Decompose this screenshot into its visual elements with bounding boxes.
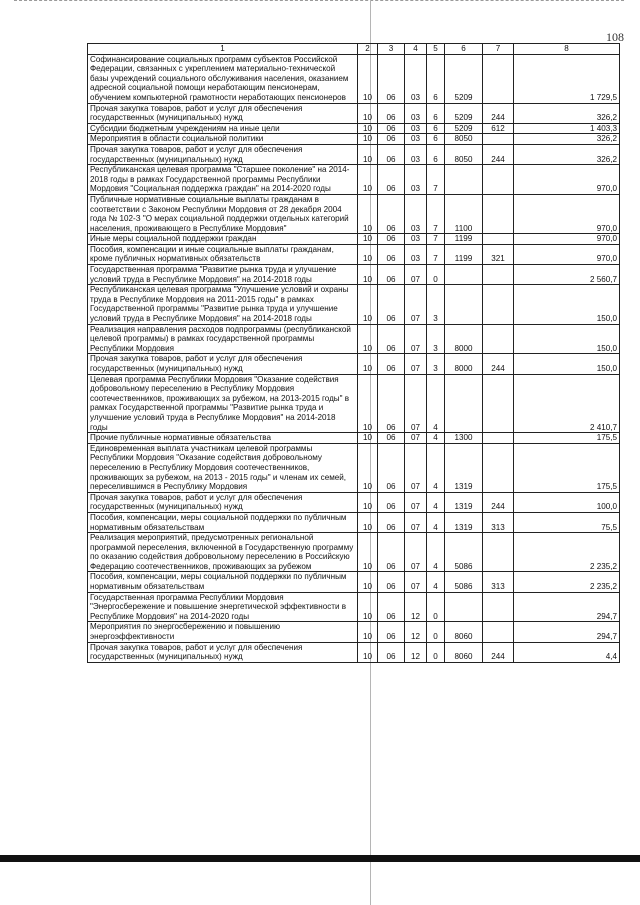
target-article-cell (445, 592, 483, 622)
subprogram-code-cell: 4 (427, 433, 445, 444)
expense-type-cell: 244 (483, 354, 514, 374)
subsection-code-cell: 06 (378, 592, 405, 622)
section-code-cell: 10 (358, 103, 378, 123)
target-article-cell: 8050 (445, 144, 483, 164)
amount-cell: 294,7 (514, 592, 620, 622)
amount-cell: 175,5 (514, 443, 620, 492)
table-row (88, 265, 620, 285)
target-article-cell (445, 265, 483, 285)
subsection-code-cell: 06 (378, 354, 405, 374)
table-row (88, 234, 620, 245)
subprogram-code-cell: 4 (427, 492, 445, 512)
target-article-cell: 1319 (445, 443, 483, 492)
subprogram-code-cell: 4 (427, 572, 445, 592)
table-row (88, 354, 620, 374)
amount-cell: 970,0 (514, 234, 620, 245)
amount-cell: 326,2 (514, 103, 620, 123)
subprogram-code-cell: 6 (427, 54, 445, 103)
program-code-cell: 03 (405, 234, 427, 245)
expense-name-cell: Прочая закупка товаров, работ и услуг для обеспечения государственных (муниципальных) нужд (88, 492, 358, 512)
table-row (88, 592, 620, 622)
column-header: 4 (405, 44, 427, 55)
target-article-cell: 5086 (445, 533, 483, 572)
program-code-cell: 03 (405, 103, 427, 123)
expense-type-cell: 244 (483, 103, 514, 123)
target-article-cell: 8060 (445, 642, 483, 662)
page-number: 108 (606, 30, 624, 44)
expense-type-cell: 612 (483, 123, 514, 134)
subsection-code-cell: 06 (378, 103, 405, 123)
amount-cell: 1 403,3 (514, 123, 620, 134)
section-code-cell: 10 (358, 512, 378, 532)
amount-cell: 150,0 (514, 324, 620, 354)
expense-type-cell: 313 (483, 572, 514, 592)
section-code-cell: 10 (358, 234, 378, 245)
expense-name-cell: Прочие публичные нормативные обязательства (88, 433, 358, 444)
program-code-cell: 12 (405, 642, 427, 662)
expense-name-cell: Прочая закупка товаров, работ и услуг для обеспечения государственных (муниципальных) нужд (88, 103, 358, 123)
subprogram-code-cell: 6 (427, 103, 445, 123)
target-article-cell: 1199 (445, 234, 483, 245)
program-code-cell: 12 (405, 622, 427, 642)
subsection-code-cell: 06 (378, 572, 405, 592)
program-code-cell: 07 (405, 265, 427, 285)
program-code-cell: 07 (405, 433, 427, 444)
target-article-cell: 8050 (445, 134, 483, 145)
subprogram-code-cell: 4 (427, 533, 445, 572)
expense-type-cell (483, 134, 514, 145)
subsection-code-cell: 06 (378, 165, 405, 195)
column-header: 8 (514, 44, 620, 55)
target-article-cell (445, 165, 483, 195)
program-code-cell: 07 (405, 374, 427, 433)
expense-name-cell: Республиканская целевая программа "Улучшение условий и охраны труда в Республике Мордовия на 2011-2015 годы" в рамках Государственной программы "Развитие рынка труда и улучшение условий труда в Республике Мордовия" на 2014-2018 годы (88, 285, 358, 324)
section-code-cell: 10 (358, 572, 378, 592)
subprogram-code-cell: 7 (427, 194, 445, 233)
subsection-code-cell: 06 (378, 244, 405, 264)
table-row (88, 54, 620, 103)
section-code-cell: 10 (358, 123, 378, 134)
expense-type-cell: 313 (483, 512, 514, 532)
program-code-cell: 12 (405, 592, 427, 622)
program-code-cell: 07 (405, 572, 427, 592)
section-code-cell: 10 (358, 374, 378, 433)
target-article-cell: 5209 (445, 103, 483, 123)
amount-cell: 75,5 (514, 512, 620, 532)
expense-type-cell (483, 324, 514, 354)
target-article-cell: 8060 (445, 622, 483, 642)
target-article-cell: 1319 (445, 512, 483, 532)
program-code-cell: 03 (405, 134, 427, 145)
table-row (88, 374, 620, 433)
expense-name-cell: Реализация мероприятий, предусмотренных региональной программой переселения, включенной в Государственную программу по оказанию содействия добровольному переселению в Российскую Федерацию соотечественников, проживающих за рубежом (88, 533, 358, 572)
table-row (88, 512, 620, 532)
subsection-code-cell: 06 (378, 144, 405, 164)
table-row (88, 642, 620, 662)
table-row (88, 433, 620, 444)
amount-cell: 150,0 (514, 354, 620, 374)
section-code-cell: 10 (358, 354, 378, 374)
table-row (88, 324, 620, 354)
expense-type-cell (483, 165, 514, 195)
expense-name-cell: Республиканская целевая программа "Старшее поколение" на 2014-2018 годы в рамках Государственной программы Республики Мордовия "Социальная поддержка граждан" на 2014-2020 годы (88, 165, 358, 195)
expense-type-cell (483, 234, 514, 245)
expense-type-cell (483, 622, 514, 642)
subsection-code-cell: 06 (378, 234, 405, 245)
table-row (88, 144, 620, 164)
program-code-cell: 03 (405, 165, 427, 195)
expense-name-cell: Реализация направления расходов подпрограммы (республиканской целевой программы) в рамках государственной программы Республики Мордовия (88, 324, 358, 354)
expense-type-cell (483, 285, 514, 324)
target-article-cell: 5209 (445, 123, 483, 134)
program-code-cell: 03 (405, 54, 427, 103)
expense-type-cell (483, 592, 514, 622)
expense-type-cell (483, 54, 514, 103)
table-row (88, 622, 620, 642)
subsection-code-cell: 06 (378, 492, 405, 512)
target-article-cell: 1199 (445, 244, 483, 264)
section-code-cell: 10 (358, 533, 378, 572)
expense-type-cell: 244 (483, 144, 514, 164)
subsection-code-cell: 06 (378, 324, 405, 354)
subsection-code-cell: 06 (378, 285, 405, 324)
amount-cell: 294,7 (514, 622, 620, 642)
expense-name-cell: Мероприятия по энергосбережению и повышению энергоэффективности (88, 622, 358, 642)
column-header: 5 (427, 44, 445, 55)
table-header-row (88, 44, 620, 55)
section-code-cell: 10 (358, 622, 378, 642)
program-code-cell: 07 (405, 285, 427, 324)
program-code-cell: 07 (405, 492, 427, 512)
target-article-cell (445, 285, 483, 324)
table-row (88, 533, 620, 572)
subsection-code-cell: 06 (378, 134, 405, 145)
target-article-cell: 1300 (445, 433, 483, 444)
table-row (88, 443, 620, 492)
column-header: 1 (88, 44, 358, 55)
expense-name-cell: Единовременная выплата участникам целевой программы Республики Мордовия "Оказание содействия добровольному переселению в Республику Мордовия соотечественников, проживающих за рубежом, на 2013 - 2015 годы" и членам их семей, переселившимся в Республику Мордовия (88, 443, 358, 492)
program-code-cell: 03 (405, 144, 427, 164)
subprogram-code-cell: 7 (427, 234, 445, 245)
table-row (88, 123, 620, 134)
amount-cell: 2 235,2 (514, 572, 620, 592)
program-code-cell: 03 (405, 244, 427, 264)
subsection-code-cell: 06 (378, 642, 405, 662)
section-code-cell: 10 (358, 642, 378, 662)
amount-cell: 970,0 (514, 194, 620, 233)
subprogram-code-cell: 7 (427, 244, 445, 264)
target-article-cell: 1319 (445, 492, 483, 512)
target-article-cell: 5086 (445, 572, 483, 592)
expense-name-cell: Иные меры социальной поддержки граждан (88, 234, 358, 245)
table-row (88, 244, 620, 264)
amount-cell: 100,0 (514, 492, 620, 512)
amount-cell: 4,4 (514, 642, 620, 662)
expense-name-cell: Пособия, компенсации, меры социальной поддержки по публичным нормативным обязательствам (88, 512, 358, 532)
section-code-cell: 10 (358, 324, 378, 354)
section-code-cell: 10 (358, 492, 378, 512)
program-code-cell: 03 (405, 194, 427, 233)
expense-name-cell: Пособия, компенсации, меры социальной поддержки по публичным нормативным обязательствам (88, 572, 358, 592)
section-code-cell: 10 (358, 443, 378, 492)
column-header: 2 (358, 44, 378, 55)
budget-table (87, 43, 620, 663)
subprogram-code-cell: 0 (427, 622, 445, 642)
top-scan-rule (14, 0, 624, 4)
expense-type-cell: 244 (483, 492, 514, 512)
table-row (88, 134, 620, 145)
subprogram-code-cell: 4 (427, 443, 445, 492)
subprogram-code-cell: 0 (427, 592, 445, 622)
section-code-cell: 10 (358, 144, 378, 164)
subsection-code-cell: 06 (378, 433, 405, 444)
expense-type-cell (483, 533, 514, 572)
table-row (88, 194, 620, 233)
subsection-code-cell: 06 (378, 374, 405, 433)
subsection-code-cell: 06 (378, 194, 405, 233)
expense-type-cell (483, 374, 514, 433)
bottom-scan-bar (0, 855, 640, 862)
program-code-cell: 07 (405, 533, 427, 572)
amount-cell: 2 235,2 (514, 533, 620, 572)
table-row (88, 103, 620, 123)
target-article-cell: 5209 (445, 54, 483, 103)
section-code-cell: 10 (358, 285, 378, 324)
subsection-code-cell: 06 (378, 54, 405, 103)
target-article-cell: 1100 (445, 194, 483, 233)
subprogram-code-cell: 6 (427, 134, 445, 145)
subprogram-code-cell: 4 (427, 512, 445, 532)
subprogram-code-cell: 0 (427, 265, 445, 285)
expense-type-cell (483, 194, 514, 233)
expense-type-cell: 244 (483, 642, 514, 662)
subsection-code-cell: 06 (378, 123, 405, 134)
subsection-code-cell: 06 (378, 622, 405, 642)
program-code-cell: 07 (405, 512, 427, 532)
expense-name-cell: Пособия, компенсации и иные социальные выплаты гражданам, кроме публичных нормативных обязательств (88, 244, 358, 264)
program-code-cell: 03 (405, 123, 427, 134)
expense-type-cell (483, 443, 514, 492)
amount-cell: 1 729,5 (514, 54, 620, 103)
subprogram-code-cell: 6 (427, 144, 445, 164)
expense-name-cell: Прочая закупка товаров, работ и услуг для обеспечения государственных (муниципальных) нужд (88, 144, 358, 164)
amount-cell: 970,0 (514, 165, 620, 195)
section-code-cell: 10 (358, 54, 378, 103)
subprogram-code-cell: 4 (427, 374, 445, 433)
target-article-cell: 8000 (445, 354, 483, 374)
target-article-cell: 8000 (445, 324, 483, 354)
amount-cell: 175,5 (514, 433, 620, 444)
table-row (88, 492, 620, 512)
subprogram-code-cell: 6 (427, 123, 445, 134)
subprogram-code-cell: 0 (427, 642, 445, 662)
section-code-cell: 10 (358, 194, 378, 233)
table-row (88, 165, 620, 195)
expense-type-cell: 321 (483, 244, 514, 264)
subprogram-code-cell: 3 (427, 324, 445, 354)
program-code-cell: 07 (405, 324, 427, 354)
section-code-cell: 10 (358, 244, 378, 264)
amount-cell: 326,2 (514, 134, 620, 145)
amount-cell: 2 410,7 (514, 374, 620, 433)
amount-cell: 970,0 (514, 244, 620, 264)
column-header: 7 (483, 44, 514, 55)
section-code-cell: 10 (358, 592, 378, 622)
program-code-cell: 07 (405, 354, 427, 374)
section-code-cell: 10 (358, 265, 378, 285)
section-code-cell: 10 (358, 433, 378, 444)
amount-cell: 2 560,7 (514, 265, 620, 285)
expense-name-cell: Прочая закупка товаров, работ и услуг для обеспечения государственных (муниципальных) нужд (88, 642, 358, 662)
expense-type-cell (483, 433, 514, 444)
column-header: 6 (445, 44, 483, 55)
amount-cell: 326,2 (514, 144, 620, 164)
subprogram-code-cell: 3 (427, 285, 445, 324)
subsection-code-cell: 06 (378, 265, 405, 285)
column-header: 3 (378, 44, 405, 55)
subprogram-code-cell: 7 (427, 165, 445, 195)
expense-name-cell: Мероприятия в области социальной политики (88, 134, 358, 145)
subprogram-code-cell: 3 (427, 354, 445, 374)
expense-name-cell: Субсидии бюджетным учреждениям на иные цели (88, 123, 358, 134)
expense-name-cell: Прочая закупка товаров, работ и услуг для обеспечения государственных (муниципальных) нужд (88, 354, 358, 374)
subsection-code-cell: 06 (378, 512, 405, 532)
expense-name-cell: Государственная программа Республики Мордовия "Энергосбережение и повышение энергетической эффективности в Республике Мордовия" на 2014-2020 годы (88, 592, 358, 622)
target-article-cell (445, 374, 483, 433)
expense-type-cell (483, 265, 514, 285)
expense-name-cell: Публичные нормативные социальные выплаты гражданам в соответствии с Законом Республики Мордовия от 28 декабря 2004 года № 102-З "О мерах социальной поддержки отдельных категорий населения, проживающего в Республике Мордовия" (88, 194, 358, 233)
program-code-cell: 07 (405, 443, 427, 492)
table-row (88, 285, 620, 324)
subsection-code-cell: 06 (378, 443, 405, 492)
table-body (88, 54, 620, 662)
expense-name-cell: Государственная программа "Развитие рынка труда и улучшение условий труда в Республике Мордовия" на 2014-2018 годы (88, 265, 358, 285)
section-code-cell: 10 (358, 165, 378, 195)
section-code-cell: 10 (358, 134, 378, 145)
subsection-code-cell: 06 (378, 533, 405, 572)
amount-cell: 150,0 (514, 285, 620, 324)
expense-name-cell: Софинансирование социальных программ субъектов Российской Федерации, связанных с укреплением материально-технической базы учреждений социального обслуживания населения, оказанием адресной социальной помощи неработающим пенсионерам, обучением компьютерной грамотности неработающих пенсионеров (88, 54, 358, 103)
table-row (88, 572, 620, 592)
expense-name-cell: Целевая программа Республики Мордовия "Оказание содействия добровольному переселению в Республику Мордовия соотечественников, проживающих за рубежом, на 2013-2015 годы" в рамках Государственной программы "Развитие рынка труда и улучшение условий труда в Республике Мордовия" на 2014-2018 годы (88, 374, 358, 433)
